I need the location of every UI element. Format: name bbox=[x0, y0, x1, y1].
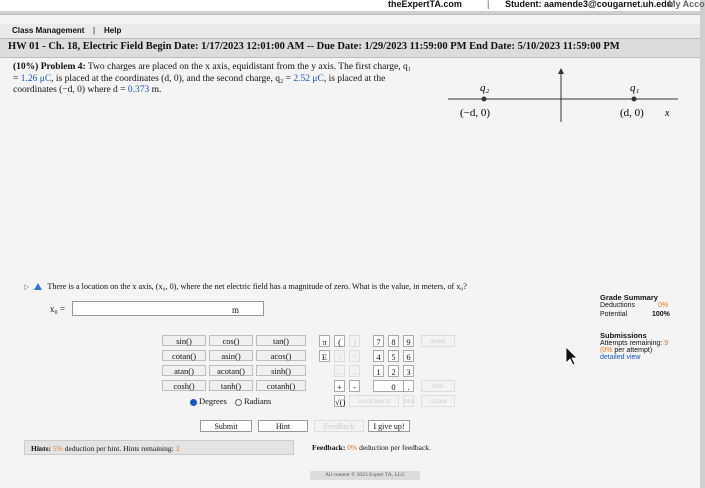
submit-button[interactable]: Submit bbox=[200, 420, 252, 432]
problem-text-3: , is placed at the coordinates (−d, 0) where d = bbox=[13, 73, 386, 95]
problem-text-4: m. bbox=[149, 85, 162, 95]
key-1[interactable]: 1 bbox=[373, 365, 384, 377]
delete-button[interactable]: DEL bbox=[403, 395, 414, 407]
e-button[interactable]: E bbox=[319, 350, 330, 362]
key-3[interactable]: 3 bbox=[403, 365, 414, 377]
answer-row bbox=[50, 301, 350, 319]
grade-summary-title: Grade Summary bbox=[600, 293, 658, 302]
unit-label: m bbox=[232, 305, 240, 315]
key-7[interactable]: 7 bbox=[373, 335, 384, 347]
my-account-link[interactable]: My Acco bbox=[668, 0, 705, 9]
potential-label: Potential bbox=[600, 311, 628, 318]
x-axis-label: x bbox=[665, 108, 670, 119]
problem-heading: (10%) Problem 4: bbox=[13, 62, 86, 72]
potential-value: 100% bbox=[652, 311, 670, 318]
power-icon[interactable]: ^ bbox=[349, 350, 360, 362]
atan-button[interactable]: atan() bbox=[162, 365, 206, 376]
plus-button[interactable]: + bbox=[334, 380, 345, 392]
problem-text-2: , is placed at the coordinates (d, 0), and the second charge, q₂ = bbox=[51, 73, 294, 84]
charge-diagram bbox=[440, 64, 685, 144]
per-attempt-text: per attempt) bbox=[614, 347, 653, 354]
feedback-button[interactable]: Feedback bbox=[314, 420, 364, 432]
sqrt-button[interactable]: √() bbox=[335, 397, 346, 407]
hints-text bbox=[31, 444, 179, 453]
q1-label: q₁ bbox=[630, 82, 640, 94]
dot-button[interactable]: . bbox=[403, 380, 414, 392]
menu-help[interactable]: Help bbox=[104, 26, 122, 35]
attempts-remaining: 9 bbox=[664, 340, 669, 347]
feedback-deduction-pct: 0% bbox=[347, 443, 358, 452]
q2-coordinate: (−d, 0) bbox=[460, 107, 491, 119]
top-separator: | bbox=[487, 0, 490, 9]
right-arrow-icon[interactable]: → bbox=[350, 367, 359, 377]
backspace-button[interactable]: BACKSPACE bbox=[349, 395, 399, 407]
feedback-label: Feedback: bbox=[312, 443, 346, 452]
y-axis-arrow bbox=[558, 68, 564, 74]
q2-label: q₂ bbox=[480, 82, 490, 94]
grade-summary bbox=[598, 293, 678, 361]
question-text: There is a location on the x axis, (x₀, 0), where the net electric field has a magnitude of zero. What is the value, in meters, of x₀? bbox=[47, 282, 467, 291]
feedback-text bbox=[312, 443, 431, 452]
hint-deduction-pct: 5% bbox=[52, 444, 63, 453]
clear-button[interactable]: CLEAR bbox=[421, 395, 455, 407]
asin-button[interactable]: asin() bbox=[209, 350, 253, 361]
q2-value: 2.52 μC bbox=[293, 73, 324, 84]
expand-arrow-icon[interactable]: ▷ bbox=[24, 283, 30, 291]
key-6[interactable]: 6 bbox=[403, 350, 414, 362]
function-keypad bbox=[162, 335, 310, 395]
key-4[interactable]: 4 bbox=[373, 350, 384, 362]
acos-button[interactable]: acos() bbox=[256, 350, 306, 361]
hints-info bbox=[24, 440, 294, 455]
per-attempt-pct: (0% bbox=[600, 347, 613, 354]
top-bar bbox=[0, 0, 705, 11]
problem-text-1: Two charges are placed on the x axis, equidistant from the y axis. The first charge, q₁ = bbox=[13, 62, 412, 84]
site-name[interactable]: theExpertTA.com bbox=[388, 0, 462, 9]
assignment-title: HW 01 - Ch. 18, Electric Field Begin Date: 1/17/2023 12:01:00 AM -- Due Date: 1/29/2023 11:59:00 PM End Date: 5/10/2023 11:59:00 PM bbox=[8, 41, 620, 52]
degrees-label: Degrees bbox=[199, 396, 227, 406]
sinh-button[interactable]: sinh() bbox=[256, 365, 306, 376]
number-keypad bbox=[319, 335, 459, 408]
feedback-deduction-text: deduction per feedback. bbox=[359, 443, 431, 452]
angle-mode bbox=[190, 396, 320, 406]
student-email: Student: aamende3@cougarnet.uh.edu bbox=[505, 0, 673, 9]
cos-button[interactable]: cos() bbox=[209, 335, 253, 346]
tan-button[interactable]: tan() bbox=[256, 335, 306, 346]
mouse-cursor-icon bbox=[565, 346, 579, 366]
minus-button[interactable]: - bbox=[349, 380, 360, 392]
deductions-value: 0% bbox=[658, 302, 669, 309]
q1-coordinate: (d, 0) bbox=[620, 107, 644, 119]
submissions-title: Submissions bbox=[600, 331, 647, 340]
deductions-label: Deductions bbox=[600, 302, 636, 309]
question-line bbox=[24, 282, 624, 291]
key-0[interactable]: 0 bbox=[373, 380, 414, 392]
q1-point bbox=[632, 97, 637, 102]
open-paren-button[interactable]: ( bbox=[334, 335, 345, 347]
acotan-button[interactable]: acotan() bbox=[209, 365, 253, 376]
home-button[interactable]: HOME bbox=[421, 335, 455, 347]
d-value: 0.373 bbox=[127, 85, 150, 95]
cotanh-button[interactable]: cotanh() bbox=[256, 380, 306, 391]
end-button[interactable]: END bbox=[421, 380, 455, 392]
key-8[interactable]: 8 bbox=[388, 335, 399, 347]
key-5[interactable]: 5 bbox=[388, 350, 399, 362]
hints-label: Hints: bbox=[31, 444, 52, 453]
x0-label: x₀ = bbox=[50, 304, 65, 314]
hints-remaining: 3 bbox=[175, 444, 180, 453]
problem-statement bbox=[13, 62, 413, 97]
sin-button[interactable]: sin() bbox=[162, 335, 206, 346]
cotan-button[interactable]: cotan() bbox=[162, 350, 206, 361]
warning-icon bbox=[34, 283, 42, 290]
assignment-header bbox=[0, 38, 700, 58]
attempts-label: Attempts remaining: bbox=[600, 340, 663, 347]
left-arrow-icon[interactable]: ← bbox=[335, 367, 344, 377]
key-9[interactable]: 9 bbox=[403, 335, 414, 347]
key-2[interactable]: 2 bbox=[388, 365, 399, 377]
q1-value: 1.26 μC bbox=[20, 73, 52, 84]
footer-copyright: All content © 2023 Expert TA, LLC bbox=[310, 471, 420, 480]
up-arrow-icon[interactable]: ↑ bbox=[334, 350, 345, 362]
menu-bar bbox=[0, 24, 700, 38]
hint-deduction-text: deduction per hint. Hints remaining: bbox=[64, 444, 174, 453]
menu-separator: | bbox=[93, 26, 96, 35]
give-up-button[interactable]: I give up! bbox=[368, 420, 410, 432]
close-paren-button[interactable]: ) bbox=[349, 335, 360, 347]
tanh-button[interactable]: tanh() bbox=[209, 380, 253, 391]
radians-radio[interactable] bbox=[235, 399, 242, 406]
radians-label: Radians bbox=[243, 396, 272, 406]
hint-button[interactable]: Hint bbox=[258, 420, 308, 432]
feedback-info bbox=[308, 440, 478, 455]
q2-point bbox=[482, 97, 487, 102]
menu-class-management[interactable]: Class Management bbox=[12, 26, 85, 35]
cosh-button[interactable]: cosh() bbox=[162, 380, 206, 391]
pi-button[interactable]: π bbox=[319, 335, 330, 347]
degrees-radio[interactable] bbox=[190, 399, 197, 406]
detailed-view-link[interactable]: detailed view bbox=[600, 354, 641, 361]
